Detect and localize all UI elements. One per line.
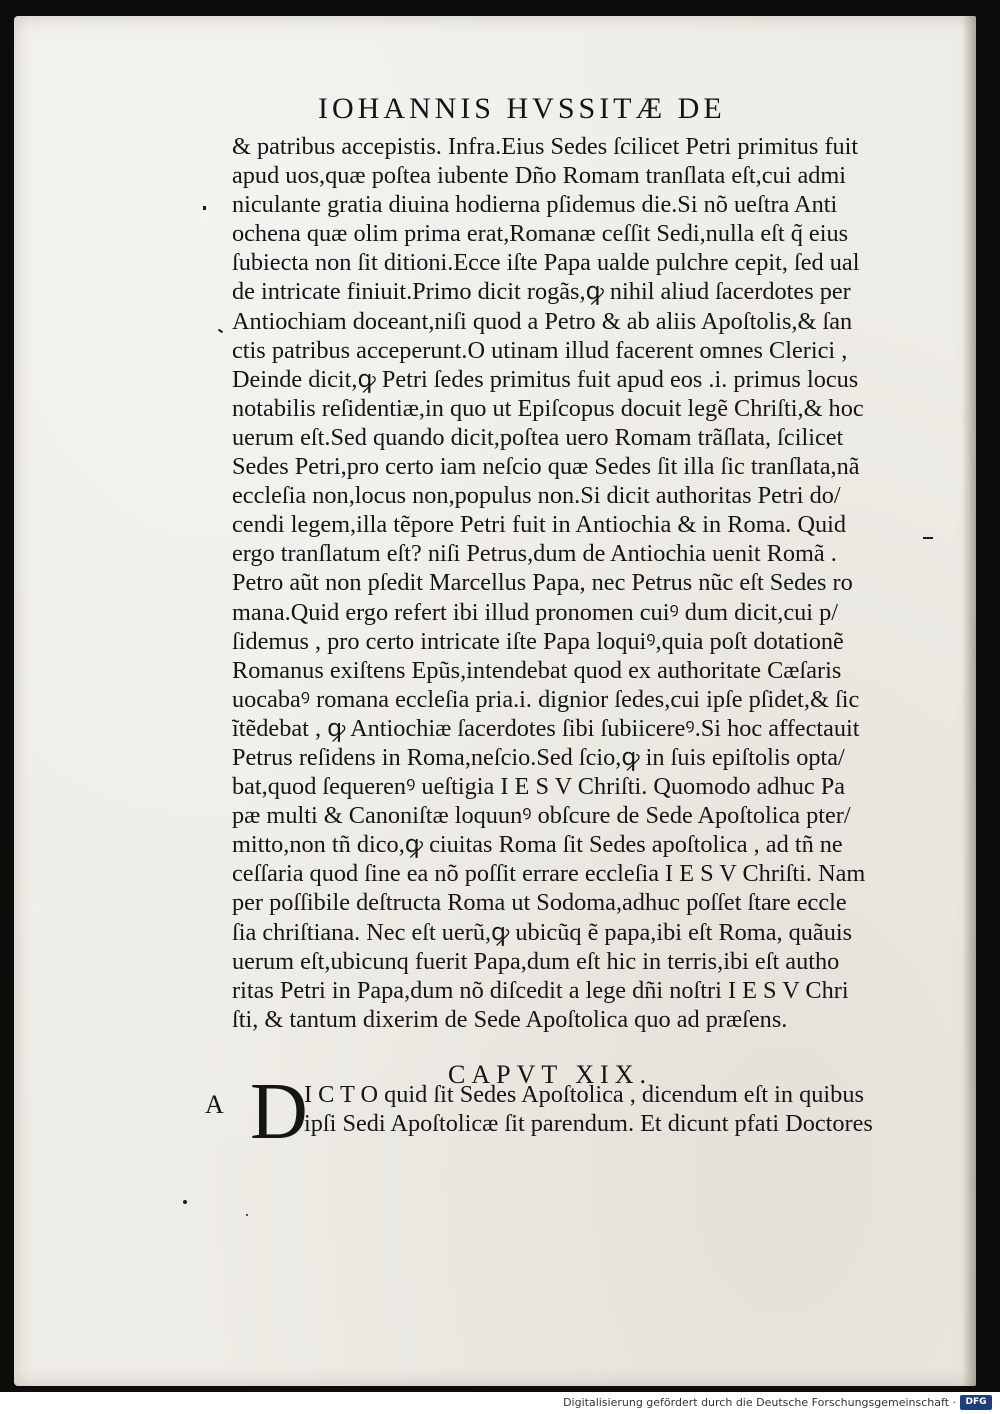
text-line: ochena quæ olim prima erat,Romanæ ceſſit Sedi,nulla eſt q̃ eius (232, 220, 849, 248)
dfg-logo: DFG (960, 1395, 992, 1410)
running-head: IOHANNIS HVSSITÆ DE (318, 92, 726, 125)
text-line: ergo tranſlatum eſt? niſi Petrus,dum de Antiochia uenit Romã . (232, 540, 837, 568)
chapter-opening-text (304, 1080, 924, 1138)
text-line: ĩtẽdebat , ꝙ Antiochiæ ſacerdotes ſibi ſubiicereꝰ.Si hoc affectauit (232, 714, 860, 742)
text-line: niculante gratia diuina hodierna pſidemus die.Si nõ ueſtra Anti (232, 191, 838, 219)
text-line: I C T O quid ſit Sedes Apoſtolica , dicendum eſt in quibus (304, 1081, 864, 1108)
text-line: uocabaꝰ romana eccleſia pria.i. dignior ſedes,cui ipſe pſidet,& ſic (232, 685, 860, 713)
drop-initial: D (250, 1068, 308, 1156)
section-marker: A (205, 1090, 224, 1119)
margin-speck (923, 537, 933, 539)
text-line: ſidemus , pro certo intricate iſte Papa loquiꝰ,quia poſt dotationẽ (232, 627, 844, 655)
text-line: Romanus exiſtens Epũs,intendebat quod ex authoritate Cæſaris (232, 656, 842, 684)
text-line: Petrus reſidens in Roma,neſcio.Sed ſcio,ꝙ in ſuis epiſtolis opta/ (232, 743, 845, 771)
text-line: ctis patribus acceperunt.O utinam illud facerent omnes Clerici , (232, 336, 848, 364)
body-text (232, 132, 922, 1034)
text-line: ſti, & tantum dixerim de Sede Apoſtolica quo ad præſens. (232, 1005, 788, 1033)
text-line: ritas Petri in Papa,dum nõ diſcedit a lege dñi noſtri I E S V Chri (232, 976, 849, 1004)
text-line: mana.Quid ergo refert ibi illud pronomen cuiꝰ dum dicit,cui p/ (232, 598, 838, 626)
text-line: per poſſibile deſtructa Roma ut Sodoma,adhuc poſſet ſtare eccle (232, 889, 847, 917)
text-line: Petro aũt non pſedit Marcellus Papa, nec Petrus nũc eſt Sedes ro (232, 569, 853, 597)
text-line: ſia chriſtiana. Nec eſt uerũ,ꝙ ubicũq ẽ papa,ibi eſt Roma, quãuis (232, 918, 853, 946)
text-line: bat,quod ſequerenꝰ ueſtigia I E S V Chriſti. Quomodo adhuc Pa (232, 773, 846, 801)
text-line: Antiochiam doceant,niſi quod a Petro & ab aliis Apoſtolis,& ſan (232, 307, 853, 335)
text-line: ipſi Sedi Apoſtolicæ ſit parendum. Et dicunt pfati Doctores (304, 1110, 873, 1138)
text-line: Deinde dicit,ꝙ Petri ſedes primitus fuit apud eos .i. primus locus (232, 365, 859, 393)
text-line: uerum eſt.Sed quando dicit,poſtea uero Romam trãſlata, ſcilicet (232, 423, 844, 451)
text-line: apud uos,quæ poſtea iubente Dño Romam tranſlata eſt,cui admi (232, 162, 847, 190)
margin-speck (246, 1214, 248, 1216)
text-line: ceſſaria quod ſine ea nõ poſſit errare eccleſia I E S V Chriſti. Nam (232, 860, 866, 888)
text-line: & patribus accepistis. Infra.Eius Sedes ſcilicet Petri primitus fuit (232, 133, 859, 160)
text-line: uerum eſt,ubicunq fuerit Papa,dum eſt hic in terris,ibi eſt autho (232, 947, 840, 975)
text-line: de intricate finiuit.Primo dicit rogãs,ꝙ nihil aliud ſacerdotes per (232, 278, 851, 306)
funding-credit: Digitalisierung gefördert durch die Deutsche Forschungsgemeinschaft · (563, 1396, 956, 1409)
text-line: cendi legem,illa tẽpore Petri fuit in Antiochia & in Roma. Quid (232, 511, 847, 539)
digitization-footer (0, 1392, 1000, 1414)
page-edge-shadow (962, 16, 976, 1386)
margin-speck (203, 206, 206, 210)
text-line: notabilis reſidentiæ,in quo ut Epiſcopus docuit legẽ Chriſti,& hoc (232, 394, 864, 422)
text-line: mitto,non tñ dico,ꝙ ciuitas Roma ſit Sedes apoſtolica , ad tñ ne (232, 831, 843, 859)
text-line: Sedes Petri,pro certo iam neſcio quæ Sedes ſit illa ſic tranſlata,nã (232, 453, 860, 481)
text-line: eccleſia non,locus non,populus non.Si dicit authoritas Petri do/ (232, 482, 841, 510)
text-line: pæ multi & Canoniſtæ loquunꝰ obſcure de Sede Apoſtolica pter/ (232, 802, 851, 830)
chapter-heading: CAPVT XIX. (448, 1060, 652, 1089)
text-line: ſubiecta non ſit ditioni.Ecce iſte Papa ualde pulchre cepit, ſed ual (232, 249, 860, 277)
margin-speck (183, 1200, 187, 1204)
